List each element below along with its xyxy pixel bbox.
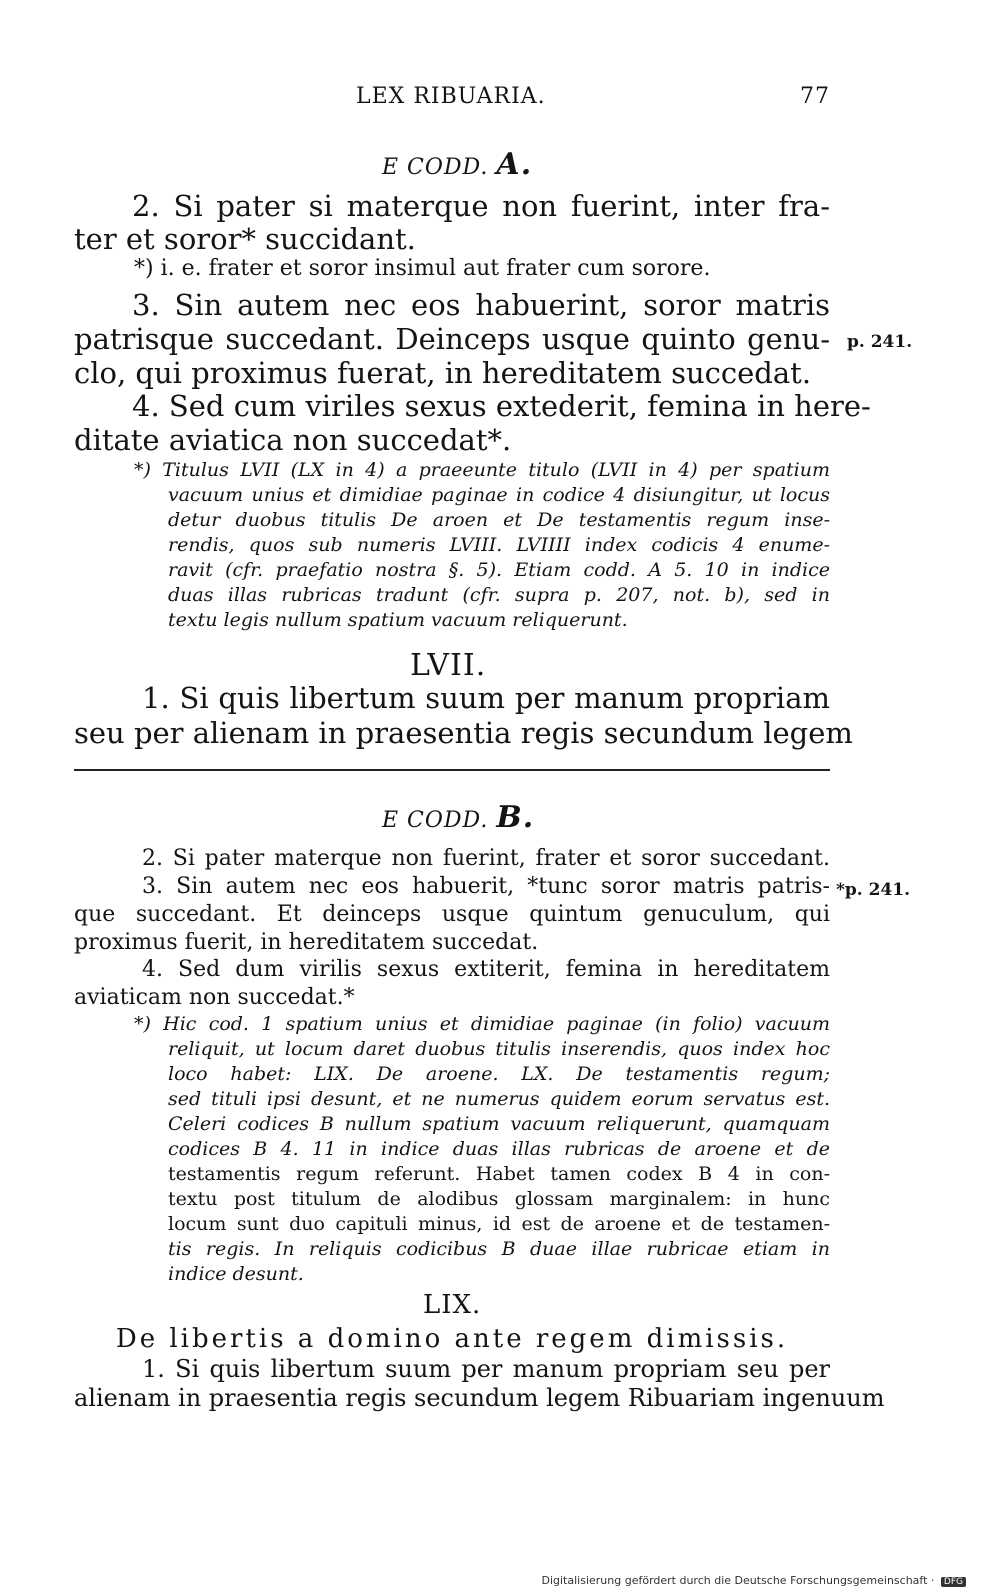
section-a-note-2-line-7: textu legis nullum spatium vacuum reliquerunt. [168, 609, 628, 631]
section-b-paragraph-3-line-2: que succedant. Et deinceps usque quintum genuculum, qui [74, 902, 830, 927]
section-a-note-2-line-4: rendis, quos sub numeris LVIII. LVIIII index codicis 4 enume- [168, 534, 830, 556]
section-b-chapter-rubric: De libertis a domino ante regem dimissis. [115, 1324, 789, 1354]
section-b-paragraph-3-line-1: 3. Sin autem nec eos habuerit, *tunc soror matris patris- [142, 874, 830, 899]
section-a-paragraph-3-line-2: patrisque succedant. Deinceps usque quinto genu- [74, 322, 830, 356]
section-divider [74, 769, 830, 771]
section-a-paragraph-4-line-2: ditate aviatica non succedat*. [74, 423, 512, 457]
section-b-note-line-8: textu post titulum de alodibus glossam marginalem: in hunc [168, 1188, 830, 1210]
section-b-note-line-7: testamentis regum referunt. Habet tamen codex B 4 in con- [168, 1163, 830, 1185]
section-b-note-line-2: reliquit, ut locum daret duobus titulis inserendis, quos index hoc [168, 1038, 830, 1060]
section-b-paragraph-4-line-1: 4. Sed dum virilis sexus extiterit, femina in hereditatem [142, 957, 830, 982]
running-title: LEX RIBUARIA. [356, 84, 546, 109]
section-a-title-prefix: E CODD. [382, 155, 489, 180]
section-a-note-2-line-6: duas illas rubricas tradunt (cfr. supra p. 207, not. b), sed in [168, 584, 830, 606]
section-b-note-line-9: locum sunt duo capituli minus, id est de aroene et de testamen- [168, 1213, 830, 1235]
dfg-logo: DFG [941, 1577, 966, 1587]
page-number: 77 [800, 84, 830, 109]
section-b-chapter-line-2: alienam in praesentia regis secundum legem Ribuariam ingenuum [74, 1384, 885, 1412]
section-a-note-2-line-3: detur duobus titulis De aroen et De testamentis regum inse- [168, 509, 830, 531]
section-a-note-1: *) i. e. frater et soror insimul aut frater cum sorore. [134, 256, 711, 281]
section-a-margin-page-ref: p. 241. [847, 332, 913, 352]
section-b-note-line-11: indice desunt. [168, 1263, 304, 1285]
section-b-note-line-6: codices B 4. 11 in indice duas illas rubricas de aroene et de [168, 1138, 830, 1160]
section-b-note-line-5: Celeri codices B nullum spatium vacuum reliquerunt, quamquam [168, 1113, 830, 1135]
section-a-paragraph-4-line-1: 4. Sed cum viriles sexus extederit, femina in here- [132, 389, 871, 423]
section-a-chapter-line-1: 1. Si quis libertum suum per manum propriam [142, 681, 830, 715]
section-a-note-2-line-5: ravit (cfr. praefatio nostra §. 5). Etiam codd. A 5. 10 in indice [168, 559, 830, 581]
section-b-note-line-4: sed tituli ipsi desunt, et ne numerus quidem eorum servatus est. [168, 1088, 830, 1110]
section-b-chapter-line-1: 1. Si quis libertum suum per manum propriam seu per [142, 1355, 830, 1383]
section-b-title-letter: B. [496, 800, 535, 835]
section-b-paragraph-2: 2. Si pater materque non fuerint, frater et soror succedant. [142, 846, 830, 871]
section-b-title [382, 800, 534, 835]
digitization-credit [541, 1574, 966, 1587]
section-b-chapter-heading: LIX. [423, 1290, 482, 1320]
section-b-note-line-1: *) Hic cod. 1 spatium unius et dimidiae paginae (in folio) vacuum [134, 1013, 830, 1035]
section-b-note-line-3: loco habet: LIX. De aroene. LX. De testamentis regum; [168, 1063, 830, 1085]
section-a-chapter-line-2: seu per alienam in praesentia regis secundum legem [74, 716, 853, 750]
section-b-paragraph-3-line-3: proximus fuerit, in hereditatem succedat. [74, 930, 539, 955]
section-a-paragraph-2-line-1: 2. Si pater si materque non fuerint, inter fra- [132, 189, 830, 223]
section-b-note-line-10: tis regis. In reliquis codicibus B duae illae rubricae etiam in [168, 1238, 830, 1260]
section-a-paragraph-3-line-1: 3. Sin autem nec eos habuerint, soror matris [132, 288, 830, 322]
section-b-paragraph-4-line-2: aviaticam non succedat.* [74, 985, 355, 1010]
section-a-title [382, 147, 532, 182]
section-a-chapter-heading: LVII. [410, 648, 487, 683]
section-a-paragraph-2-line-2: ter et soror* succidant. [74, 222, 416, 256]
digitization-credit-text: Digitalisierung gefördert durch die Deutsche Forschungsgemeinschaft · [541, 1574, 935, 1587]
section-a-title-letter: A. [496, 147, 533, 182]
section-a-note-2-line-2: vacuum unius et dimidiae paginae in codice 4 disiungitur, ut locus [168, 484, 830, 506]
section-a-note-2-line-1: *) Titulus LVII (LX in 4) a praeeunte titulo (LVII in 4) per spatium [134, 459, 830, 481]
section-b-margin-page-ref: *p. 241. [836, 880, 911, 900]
section-a-paragraph-3-line-3: clo, qui proximus fuerat, in hereditatem succedat. [74, 356, 812, 390]
section-b-title-prefix: E CODD. [382, 808, 489, 833]
